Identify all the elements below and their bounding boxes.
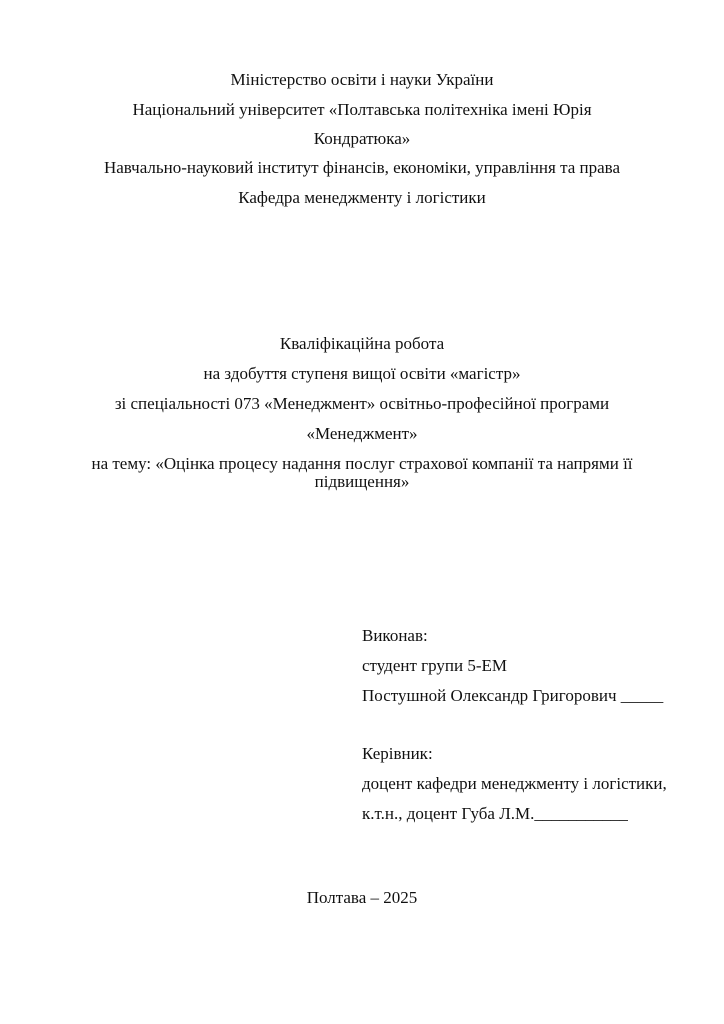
department-text: Кафедра менеджменту і логістики: [238, 188, 486, 207]
author-label: Виконав:: [362, 626, 428, 645]
supervisor-name: к.т.н., доцент Губа Л.М.___________: [362, 804, 628, 823]
university-text-line2: Кондратюка»: [313, 129, 411, 148]
supervisor-label: Керівник:: [362, 744, 433, 763]
degree-text: на здобуття ступеня вищої освіти «магістр»: [203, 364, 521, 383]
supervisor-position: доцент кафедри менеджменту і логістики,: [362, 774, 667, 793]
author-group: студент групи 5-ЕМ: [362, 656, 508, 675]
ministry-text: Міністерство освіти і науки України: [230, 70, 494, 89]
program-text: «Менеджмент»: [306, 424, 418, 443]
author-name: Постушной Олександр Григорович _____: [362, 686, 664, 705]
topic-text-line1: на тему: «Оцінка процесу надання послуг страхової компанії та напрями її: [91, 454, 633, 473]
specialty-text: зі спеціальності 073 «Менеджмент» освітньо-професійної програми: [114, 394, 610, 413]
university-text-line1: Національний університет «Полтавська політехніка імені Юрія: [132, 100, 592, 119]
institute-text: Навчально-науковий інститут фінансів, економіки, управління та права: [103, 158, 621, 177]
topic-text-line2: підвищення»: [314, 472, 410, 491]
city-year-text: Полтава – 2025: [306, 888, 418, 907]
work-type-heading: Кваліфікаційна робота: [279, 334, 445, 353]
